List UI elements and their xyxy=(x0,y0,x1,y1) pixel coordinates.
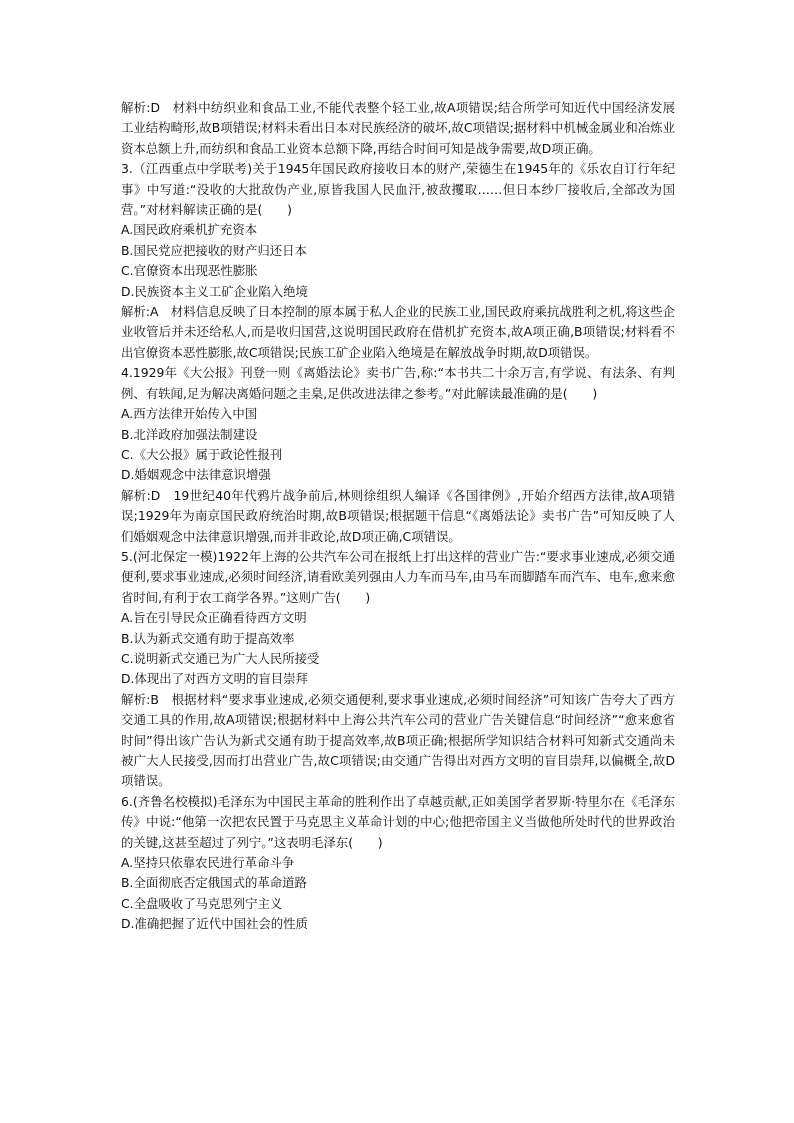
question-3-option-c: C.官僚资本出现恶性膨胀 xyxy=(121,263,258,279)
document-page xyxy=(121,98,675,935)
question-5-option-c: C.说明新式交通已为广大人民所接受 xyxy=(121,650,320,666)
question-5-option-d: D.体现出了对西方文明的盲目崇拜 xyxy=(121,671,308,687)
analysis-q5: 解析:B 根据材料“要求事业速成,必须交通便利,要求事业速成,必须时间经济”可知该广告夸大了西方交通工具的作用,故A项错误;根据材料中上海公共汽车公司的营业广告关键信息“时间经济”“愈来愈省时间”得出该广告认为新式交通有助于提高效率,故B项正确;根据所学知识结合材料可知新式交通尚未被广大人民接受,因而打出营业广告,故C项错误;由交通广告得出对西方文明的盲目崇拜,以偏概全,故D项错误。 xyxy=(121,691,675,789)
question-3-option-d: D.民族资本主义工矿企业陷入绝境 xyxy=(121,283,308,299)
question-3-option-b: B.国民党应把接收的财产归还日本 xyxy=(121,242,307,258)
question-4-option-a: A.西方法律开始传入中国 xyxy=(121,406,258,422)
question-3: 3.（江西重点中学联考)关于1945年国民政府接收日本的财产,荣德生在1945年的《乐农自订行年纪事》中写道:“没收的大批敌伪产业,原皆我国人民血汗,被敌攫取……但日本纱厂接收后,全部改为国营。”对材料解读正确的是( ) xyxy=(121,161,675,218)
question-4: 4.1929年《大公报》刊登一则《离婚法论》卖书广告,称:“本书共二十余万言,有学说、有法条、有判例、有轶闻,足为解决离婚问题之圭臬,足供改进法律之参考。”对此解读最准确的是( ) xyxy=(121,365,675,401)
question-6-option-c: C.全盘吸收了马克思列宁主义 xyxy=(121,895,283,911)
question-5: 5.(河北保定一模)1922年上海的公共汽车公司在报纸上打出这样的营业广告:“要求事业速成,必须交通便利,要求事业速成,必须时间经济,请看欧美列强由人力车而马车,由马车而脚踏车而汽车、电车,愈来愈省时间,有利于农工商学各界。”这则广告( ) xyxy=(121,548,675,605)
question-3-option-a: A.国民政府乘机扩充资本 xyxy=(121,222,258,238)
question-5-option-a: A.旨在引导民众正确看待西方文明 xyxy=(121,610,307,626)
question-4-option-d: D.婚姻观念中法律意识增强 xyxy=(121,467,271,483)
question-6-option-a: A.坚持只依靠农民进行革命斗争 xyxy=(121,855,295,871)
question-4-option-c: C.《大公报》属于政论性报刊 xyxy=(121,446,283,462)
question-4-option-b: B.北洋政府加强法制建设 xyxy=(121,426,258,442)
analysis-q3: 解析:A 材料信息反映了日本控制的原本属于私人企业的民族工业,国民政府乘抗战胜利之机,将这些企业收管后并未还给私人,而是收归国营,这说明国民政府在借机扩充资本,故A项正确,B项错误;材料看不出官僚资本恶性膨胀,故C项错误;民族工矿企业陷入绝境是在解放战争时期,故D项错误。 xyxy=(121,304,675,360)
analysis-q4: 解析:D 19世纪40年代鸦片战争前后,林则徐组织人编译《各国律例》,开始介绍西方法律,故A项错误;1929年为南京国民政府统治时期,故B项错误;根据题干信息“《离婚法论》卖书广告”可知反映了人们婚姻观念中法律意识增强,而并非政论,故D项正确,C项错误。 xyxy=(121,487,675,544)
question-6: 6.(齐鲁名校模拟)毛泽东为中国民主革命的胜利作出了卓越贡献,正如美国学者罗斯·特里尔在《毛泽东传》中说:“他第一次把农民置于马克思主义革命计划的中心;他把帝国主义当做他所处时代的世界政治的关键,这甚至超过了列宁。”这表明毛泽东( ) xyxy=(121,793,675,850)
question-5-option-b: B.认为新式交通有助于提高效率 xyxy=(121,630,295,646)
question-6-option-b: B.全面彻底否定俄国式的革命道路 xyxy=(121,875,307,891)
analysis-q2: 解析:D 材料中纺织业和食品工业,不能代表整个轻工业,故A项错误;结合所学可知近代中国经济发展工业结构畸形,故B项错误;材料未看出日本对民族经济的破坏,故C项错误;据材料中机械金属业和冶炼业资本总额上升,而纺织和食品工业资本总额下降,再结合时间可知是战争需要,故D项正确。 xyxy=(121,100,675,156)
question-6-option-d: D.准确把握了近代中国社会的性质 xyxy=(121,916,308,932)
